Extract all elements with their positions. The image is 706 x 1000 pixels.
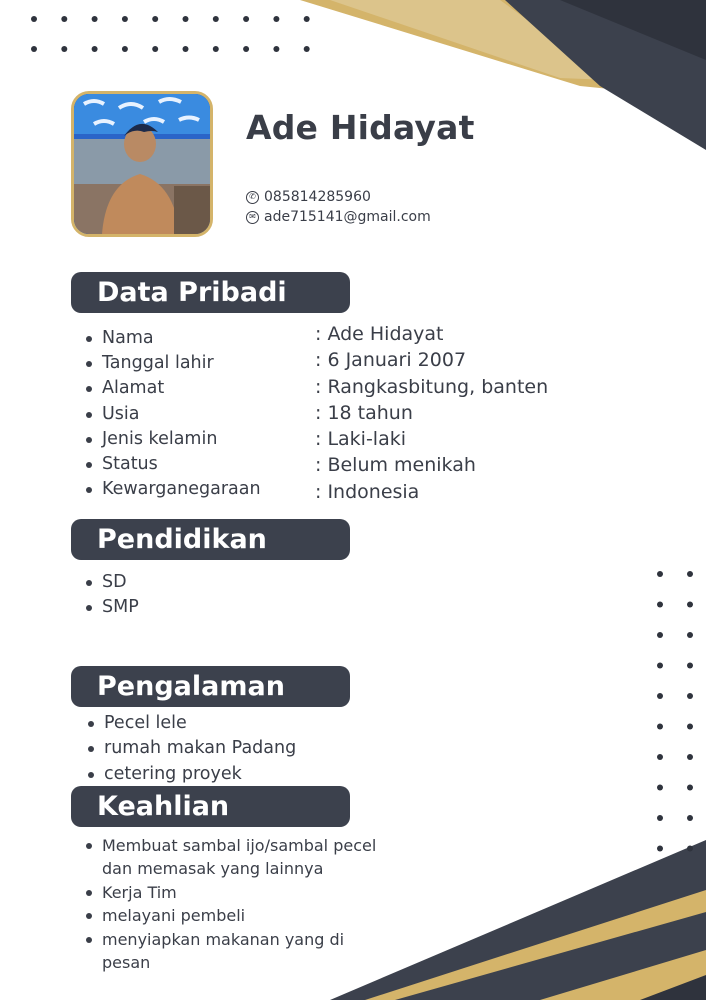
skill-item: menyiapkan makanan yang di pesan bbox=[84, 928, 384, 975]
section-pendidikan-header: Pendidikan bbox=[71, 519, 350, 560]
decorative-dot bbox=[152, 46, 158, 52]
decorative-dot bbox=[687, 815, 693, 821]
decorative-dot bbox=[304, 46, 310, 52]
section-pengalaman-header: Pengalaman bbox=[71, 666, 350, 707]
decorative-dot bbox=[687, 632, 693, 638]
experience-item: rumah makan Padang bbox=[86, 736, 296, 761]
personal-data-labels bbox=[84, 326, 261, 502]
decorative-dot bbox=[687, 846, 693, 852]
decorative-dot bbox=[687, 571, 693, 577]
skills-list bbox=[84, 834, 384, 974]
decorative-dot bbox=[687, 724, 693, 730]
value-jenis-kelamin: : Laki-laki bbox=[315, 428, 407, 451]
decorative-dot bbox=[687, 693, 693, 699]
decorative-dot bbox=[213, 46, 219, 52]
decorative-dot bbox=[657, 571, 663, 577]
phone-icon: ✆ bbox=[246, 191, 259, 204]
decorative-dot bbox=[31, 16, 37, 22]
email-address: ade715141@gmail.com bbox=[264, 209, 431, 225]
decorative-dot bbox=[657, 785, 663, 791]
value-usia: : 18 tahun bbox=[315, 401, 413, 424]
personal-data-values bbox=[315, 321, 548, 505]
decorative-dot bbox=[657, 754, 663, 760]
decorative-dot bbox=[304, 16, 310, 22]
decorative-dot bbox=[687, 785, 693, 791]
decorative-dot bbox=[657, 724, 663, 730]
value-alamat: : Rangkasbitung, banten bbox=[315, 375, 549, 398]
skill-item: melayani pembeli bbox=[84, 904, 384, 927]
value-nama: : Ade Hidayat bbox=[315, 323, 444, 345]
decorative-dot bbox=[243, 46, 249, 52]
skill-item: Membuat sambal ijo/sambal pecel dan memasak yang lainnya bbox=[84, 834, 384, 881]
label-status: Status bbox=[84, 452, 261, 477]
decorative-dot bbox=[31, 46, 37, 52]
decorative-dot bbox=[657, 846, 663, 852]
label-tanggal-lahir: Tanggal lahir bbox=[84, 351, 261, 376]
decorative-dot bbox=[273, 46, 279, 52]
label-alamat: Alamat bbox=[84, 376, 261, 401]
decorative-dot bbox=[92, 16, 98, 22]
experience-item: Pecel lele bbox=[86, 711, 296, 736]
skill-item: Kerja Tim bbox=[84, 881, 384, 904]
decorative-dot bbox=[183, 46, 189, 52]
experience-item: cetering proyek bbox=[86, 762, 296, 787]
education-list bbox=[84, 570, 139, 620]
phone-contact bbox=[246, 189, 371, 205]
decorative-dot bbox=[657, 602, 663, 608]
value-kewarganegaraan: : Indonesia bbox=[315, 480, 420, 503]
profile-photo bbox=[71, 91, 213, 237]
decorative-dot bbox=[687, 663, 693, 669]
decorative-dot bbox=[687, 602, 693, 608]
decorative-dot bbox=[657, 693, 663, 699]
decorative-dot bbox=[657, 632, 663, 638]
label-nama: Nama bbox=[84, 326, 261, 351]
dot-grid-right bbox=[650, 566, 700, 856]
decorative-dot bbox=[243, 16, 249, 22]
label-usia: Usia bbox=[84, 402, 261, 427]
decorative-dot bbox=[273, 16, 279, 22]
decorative-dot bbox=[61, 16, 67, 22]
decorative-dot bbox=[61, 46, 67, 52]
decorative-dot bbox=[213, 16, 219, 22]
value-tanggal-lahir: : 6 Januari 2007 bbox=[315, 349, 467, 372]
section-data-pribadi-header: Data Pribadi bbox=[71, 272, 350, 313]
email-icon: ✉ bbox=[246, 211, 259, 224]
decorative-dot bbox=[657, 663, 663, 669]
email-contact bbox=[246, 209, 431, 225]
decorative-dot bbox=[152, 16, 158, 22]
full-name: Ade Hidayat bbox=[246, 108, 475, 147]
label-jenis-kelamin: Jenis kelamin bbox=[84, 427, 261, 452]
decorative-dot bbox=[183, 16, 189, 22]
education-item: SD bbox=[84, 570, 139, 595]
section-keahlian-header: Keahlian bbox=[71, 786, 350, 827]
decorative-dot bbox=[657, 815, 663, 821]
decorative-dot bbox=[687, 754, 693, 760]
value-status: : Belum menikah bbox=[315, 454, 476, 477]
experience-list bbox=[86, 711, 296, 787]
education-item: SMP bbox=[84, 595, 139, 620]
decorative-dot bbox=[122, 16, 128, 22]
decorative-dot bbox=[122, 46, 128, 52]
dot-grid-top bbox=[26, 10, 326, 60]
phone-number: 085814285960 bbox=[264, 189, 371, 205]
label-kewarganegaraan: Kewarganegaraan bbox=[84, 477, 261, 502]
decorative-dot bbox=[92, 46, 98, 52]
